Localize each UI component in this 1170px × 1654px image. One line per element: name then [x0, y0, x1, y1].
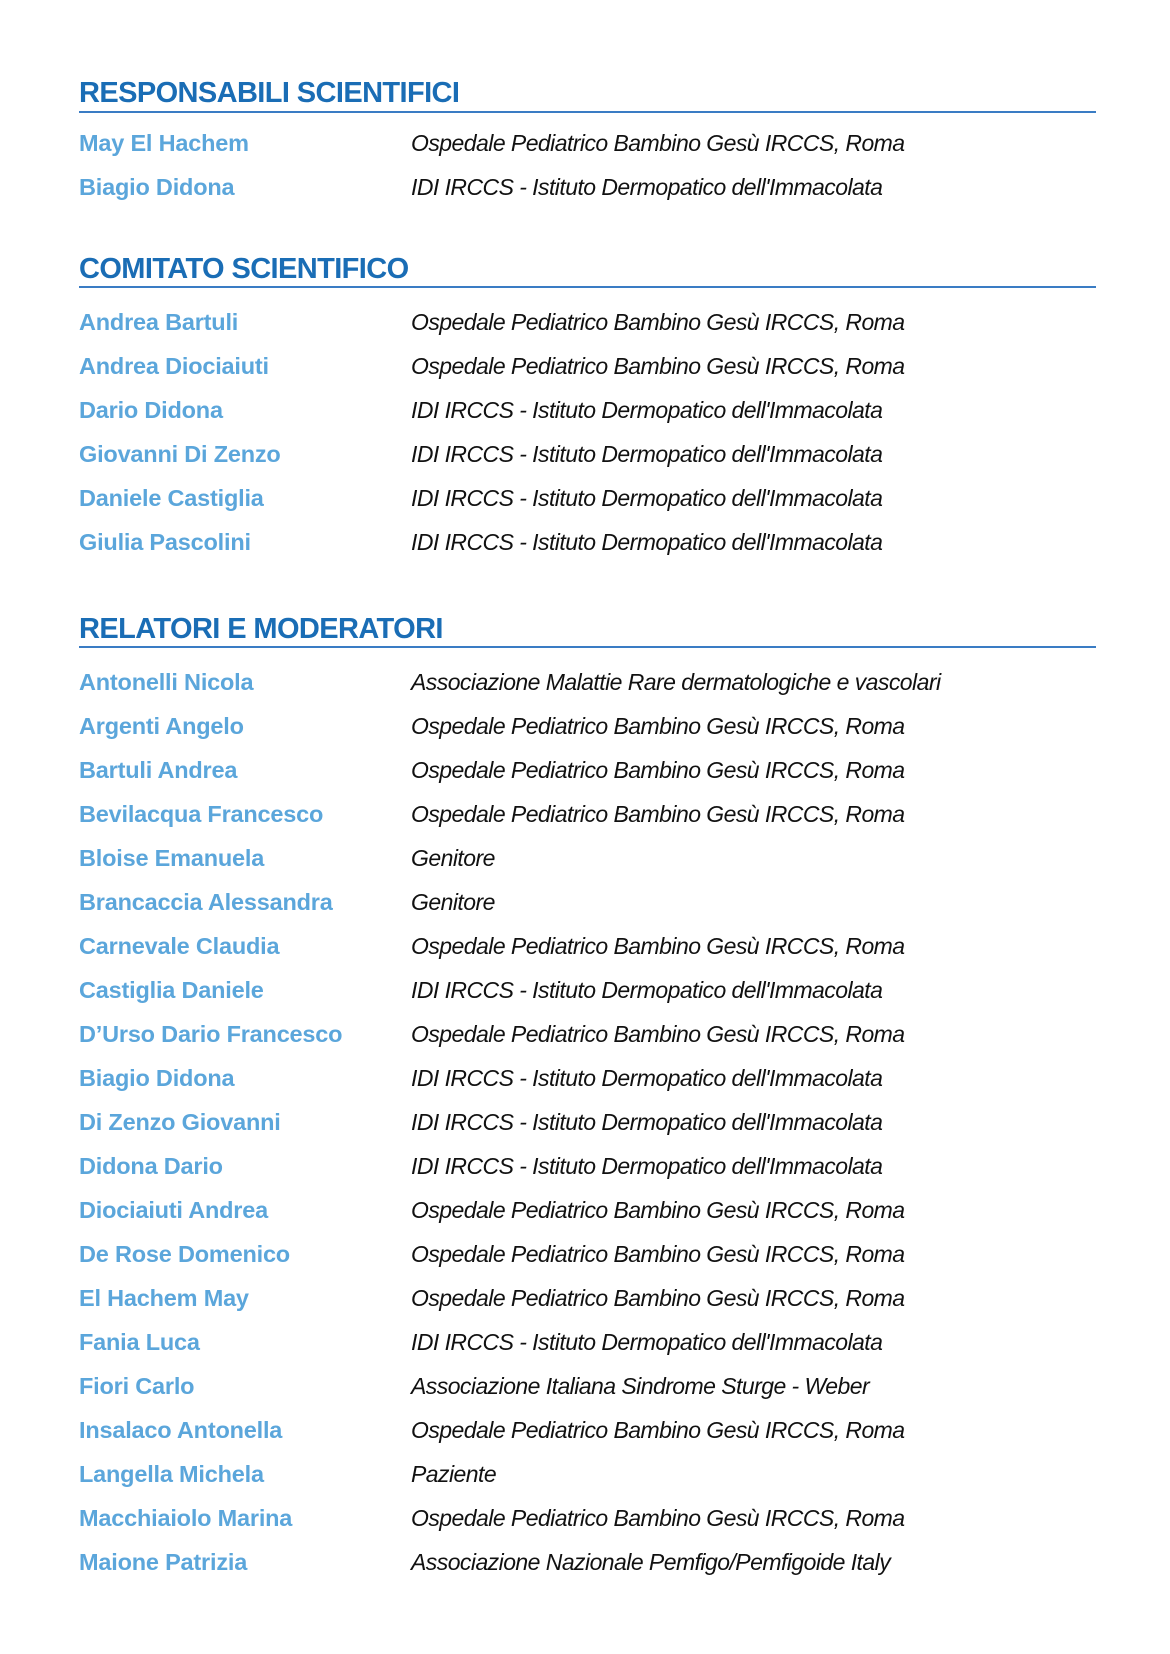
person-row — [79, 344, 1096, 388]
person-name: Insalaco Antonella — [79, 1417, 283, 1443]
people-list — [79, 660, 1096, 1584]
person-name: Carnevale Claudia — [79, 933, 280, 959]
person-row — [79, 1188, 1096, 1232]
person-name: Bevilacqua Francesco — [79, 801, 324, 827]
person-affiliation: IDI IRCCS - Istituto Dermopatico dell'Immacolata — [411, 1329, 883, 1355]
person-name: Daniele Castiglia — [79, 485, 264, 511]
person-affiliation: Ospedale Pediatrico Bambino Gesù IRCCS, Roma — [411, 130, 905, 156]
person-name: Giovanni Di Zenzo — [79, 441, 281, 467]
person-row — [79, 388, 1096, 432]
person-name: Bartuli Andrea — [79, 757, 238, 783]
person-affiliation: IDI IRCCS - Istituto Dermopatico dell'Immacolata — [411, 529, 883, 555]
person-affiliation: Ospedale Pediatrico Bambino Gesù IRCCS, Roma — [411, 1285, 905, 1311]
person-name: Antonelli Nicola — [79, 669, 254, 695]
person-name: Fania Luca — [79, 1329, 200, 1355]
section-divider — [79, 646, 1096, 648]
person-row — [79, 1056, 1096, 1100]
person-row — [79, 704, 1096, 748]
person-row — [79, 1100, 1096, 1144]
person-affiliation: Ospedale Pediatrico Bambino Gesù IRCCS, Roma — [411, 1505, 905, 1531]
person-affiliation: Associazione Malattie Rare dermatologiche e vascolari — [411, 669, 941, 695]
person-name: Argenti Angelo — [79, 713, 244, 739]
section-heading: COMITATO SCIENTIFICO — [79, 253, 409, 285]
person-row — [79, 968, 1096, 1012]
person-name: Langella Michela — [79, 1461, 264, 1487]
person-row — [79, 924, 1096, 968]
person-affiliation: Ospedale Pediatrico Bambino Gesù IRCCS, Roma — [411, 1241, 905, 1267]
person-name: Biagio Didona — [79, 1065, 235, 1091]
person-affiliation: Ospedale Pediatrico Bambino Gesù IRCCS, Roma — [411, 1021, 905, 1047]
person-row — [79, 660, 1096, 704]
person-affiliation: IDI IRCCS - Istituto Dermopatico dell'Immacolata — [411, 174, 883, 200]
person-affiliation: Ospedale Pediatrico Bambino Gesù IRCCS, Roma — [411, 713, 905, 739]
person-name: Didona Dario — [79, 1153, 223, 1179]
person-affiliation: IDI IRCCS - Istituto Dermopatico dell'Immacolata — [411, 977, 883, 1003]
person-row — [79, 1496, 1096, 1540]
person-affiliation: Ospedale Pediatrico Bambino Gesù IRCCS, Roma — [411, 1197, 905, 1223]
person-name: El Hachem May — [79, 1285, 249, 1311]
person-affiliation: IDI IRCCS - Istituto Dermopatico dell'Immacolata — [411, 1109, 883, 1135]
person-affiliation: Genitore — [411, 889, 495, 915]
person-affiliation: Paziente — [411, 1461, 497, 1487]
person-name: Castiglia Daniele — [79, 977, 264, 1003]
person-row — [79, 1540, 1096, 1584]
person-name: Fiori Carlo — [79, 1373, 195, 1399]
person-row — [79, 1232, 1096, 1276]
person-row — [79, 300, 1096, 344]
section-heading: RELATORI E MODERATORI — [79, 613, 443, 645]
person-name: De Rose Domenico — [79, 1241, 290, 1267]
person-name: May El Hachem — [79, 130, 249, 156]
section-heading: RESPONSABILI SCIENTIFICI — [79, 77, 460, 109]
person-row — [79, 1276, 1096, 1320]
people-list — [79, 121, 1096, 209]
section-divider — [79, 111, 1096, 113]
person-affiliation: Ospedale Pediatrico Bambino Gesù IRCCS, Roma — [411, 1417, 905, 1443]
person-name: Macchiaiolo Marina — [79, 1505, 293, 1531]
person-name: Biagio Didona — [79, 174, 235, 200]
section-divider — [79, 286, 1096, 288]
person-row — [79, 1012, 1096, 1056]
person-affiliation: Genitore — [411, 845, 495, 871]
people-list — [79, 300, 1096, 564]
person-affiliation: Ospedale Pediatrico Bambino Gesù IRCCS, Roma — [411, 933, 905, 959]
person-row — [79, 165, 1096, 209]
person-name: Giulia Pascolini — [79, 529, 251, 555]
person-row — [79, 748, 1096, 792]
person-affiliation: IDI IRCCS - Istituto Dermopatico dell'Immacolata — [411, 397, 883, 423]
person-affiliation: Ospedale Pediatrico Bambino Gesù IRCCS, Roma — [411, 757, 905, 783]
person-name: Bloise Emanuela — [79, 845, 265, 871]
person-name: D’Urso Dario Francesco — [79, 1021, 343, 1047]
person-row — [79, 1364, 1096, 1408]
person-name: Dario Didona — [79, 397, 223, 423]
person-affiliation: IDI IRCCS - Istituto Dermopatico dell'Immacolata — [411, 1065, 883, 1091]
person-row — [79, 836, 1096, 880]
person-name: Diociaiuti Andrea — [79, 1197, 268, 1223]
person-row — [79, 1320, 1096, 1364]
person-name: Andrea Bartuli — [79, 309, 239, 335]
person-affiliation: IDI IRCCS - Istituto Dermopatico dell'Immacolata — [411, 1153, 883, 1179]
person-affiliation: Associazione Nazionale Pemfigo/Pemfigoide Italy — [411, 1549, 891, 1575]
person-name: Maione Patrizia — [79, 1549, 248, 1575]
person-row — [79, 792, 1096, 836]
person-affiliation: Ospedale Pediatrico Bambino Gesù IRCCS, Roma — [411, 801, 905, 827]
person-row — [79, 520, 1096, 564]
person-row — [79, 880, 1096, 924]
person-row — [79, 476, 1096, 520]
person-affiliation: IDI IRCCS - Istituto Dermopatico dell'Immacolata — [411, 485, 883, 511]
person-name: Brancaccia Alessandra — [79, 889, 333, 915]
person-row — [79, 1452, 1096, 1496]
person-row — [79, 1408, 1096, 1452]
person-name: Di Zenzo Giovanni — [79, 1109, 281, 1135]
person-row — [79, 1144, 1096, 1188]
person-affiliation: Associazione Italiana Sindrome Sturge - Weber — [411, 1373, 870, 1399]
person-affiliation: IDI IRCCS - Istituto Dermopatico dell'Immacolata — [411, 441, 883, 467]
person-affiliation: Ospedale Pediatrico Bambino Gesù IRCCS, Roma — [411, 353, 905, 379]
person-name: Andrea Diociaiuti — [79, 353, 269, 379]
person-row — [79, 432, 1096, 476]
person-affiliation: Ospedale Pediatrico Bambino Gesù IRCCS, Roma — [411, 309, 905, 335]
person-row — [79, 121, 1096, 165]
